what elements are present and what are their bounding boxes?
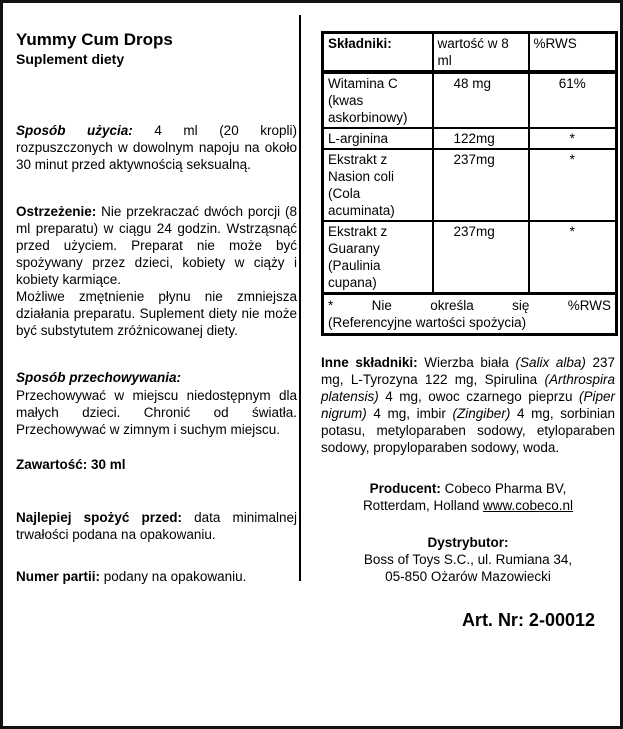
- right-column: [321, 31, 615, 631]
- batch-text: podany na opakowaniu.: [100, 569, 247, 584]
- other-ingredients-text: 4 mg, sorbinian potasu, metyloparaben sodowy, etyloparaben sodowy, propyloparaben sodowy, woda.: [321, 406, 615, 455]
- batch-label: Numer partii:: [16, 569, 101, 584]
- other-ingredients-label: Inne składniki:: [321, 355, 418, 370]
- ingredient-rws-cell: 61%: [529, 72, 617, 128]
- storage-paragraph: [16, 387, 297, 438]
- volume-line: [16, 456, 297, 473]
- distributor-block: [321, 534, 615, 585]
- other-ingredients-text: 4 mg, imbir: [366, 406, 453, 421]
- producer-block: [321, 480, 615, 514]
- distributor-line-1: Boss of Toys S.C., ul. Rumiana 34,: [363, 552, 573, 567]
- ingredient-value-cell: 48 mg: [433, 72, 529, 128]
- distributor-line-2: 05-850 Ożarów Mazowiecki: [385, 569, 551, 584]
- ingredient-rws-cell: *: [529, 128, 617, 149]
- ingredients-table: [321, 31, 618, 336]
- distributor-label: Dystrybutor:: [427, 535, 509, 550]
- producer-line-2: [321, 497, 615, 514]
- other-ingredients-text: 237 mg, L-Tyrozyna 122 mg, Spirulina: [321, 355, 616, 387]
- warning-paragraph: [16, 203, 297, 288]
- volume-label: Zawartość:: [16, 457, 88, 472]
- table-row: [323, 221, 617, 294]
- latin-name: (Zingiber): [452, 406, 511, 421]
- best-before-line: [16, 509, 297, 543]
- product-subtitle: Suplement diety: [16, 51, 125, 67]
- other-ingredients-text: 4 mg, owoc czarnego pieprzu: [378, 389, 579, 404]
- latin-name: (Arthrospira platensis): [321, 372, 615, 404]
- table-row: [323, 149, 617, 221]
- producer-name: Cobeco Pharma BV,: [440, 481, 567, 496]
- volume-value: 30 ml: [87, 457, 126, 472]
- column-divider: [299, 15, 301, 581]
- rws-header: %RWS: [529, 33, 617, 73]
- warning-text: Nie przekraczać dwóch porcji (8 ml preparatu) w ciągu 24 godzin. Wstrząsnąć przed użyciem. Preparat nie może być spożywany przez dzieci, kobiety w ciąży i kobiety karmiące.: [16, 204, 297, 287]
- warning-label: Ostrzeżenie:: [16, 204, 97, 219]
- ingredient-value-cell: 122mg: [433, 128, 529, 149]
- producer-line-1: [321, 480, 615, 497]
- other-ingredients-text: Wierzba biała: [417, 355, 516, 370]
- batch-line: [16, 568, 297, 585]
- latin-name: (Salix alba): [515, 355, 586, 370]
- ingredient-name-cell: Ekstrakt z Guarany (Paulinia cupana): [323, 221, 433, 294]
- ingredient-name-cell: Witamina C (kwas askorbinowy): [323, 72, 433, 128]
- producer-label: Producent:: [369, 481, 441, 496]
- cobeco-link[interactable]: www.cobeco.nl: [483, 498, 574, 513]
- best-before-text: data minimalnej trwałości podana na opakowaniu.: [16, 510, 297, 542]
- other-ingredients-paragraph: [321, 354, 615, 456]
- latin-name: (Piper nigrum): [321, 389, 615, 421]
- table-header-row: [323, 33, 617, 73]
- footnote-line-1: * Nie określa się %RWS: [328, 298, 611, 313]
- usage-label: Sposób użycia:: [16, 123, 133, 138]
- value-header: wartość w 8 ml: [433, 33, 529, 73]
- ingredient-value-cell: 237mg: [433, 149, 529, 221]
- usage-text: 4 ml (20 kropli) rozpuszczonych w dowolnym napoju na około 30 minut przed aktywnością seksualną.: [16, 123, 297, 172]
- table-row: [323, 128, 617, 149]
- ingredient-value-cell: 237mg: [433, 221, 529, 294]
- usage-paragraph: [16, 122, 297, 173]
- footnote-row: [323, 294, 617, 335]
- footnote-cell: [323, 294, 617, 335]
- ingredient-name-cell: L-arginina: [323, 128, 433, 149]
- storage-text: Przechowywać w miejscu niedostępnym dla małych dzieci. Chronić od światła. Przechowywać w zimnym i suchym miejscu.: [16, 388, 297, 437]
- warning-text-2: Możliwe zmętnienie płynu nie zmniejsza działania preparatu. Suplement diety nie może być substytutem zróżnicowanej diety.: [16, 289, 297, 338]
- table-row: [323, 72, 617, 128]
- ingredient-name-cell: Ekstrakt z Nasion coli (Cola acuminata): [323, 149, 433, 221]
- ingredient-rws-cell: *: [529, 221, 617, 294]
- best-before-label: Najlepiej spożyć przed:: [16, 510, 182, 525]
- warning-paragraph-2: [16, 288, 297, 339]
- ingredients-header: Składniki:: [323, 33, 433, 73]
- left-column: [16, 30, 297, 585]
- storage-heading: Sposób przechowywania:: [16, 370, 182, 385]
- footnote-line-2: (Referencyjne wartości spożycia): [328, 315, 527, 330]
- ingredient-rws-cell: *: [529, 149, 617, 221]
- producer-city: Rotterdam, Holland: [362, 498, 483, 513]
- article-number: Art. Nr: 2-00012: [461, 610, 595, 630]
- product-title: Yummy Cum Drops: [16, 30, 173, 49]
